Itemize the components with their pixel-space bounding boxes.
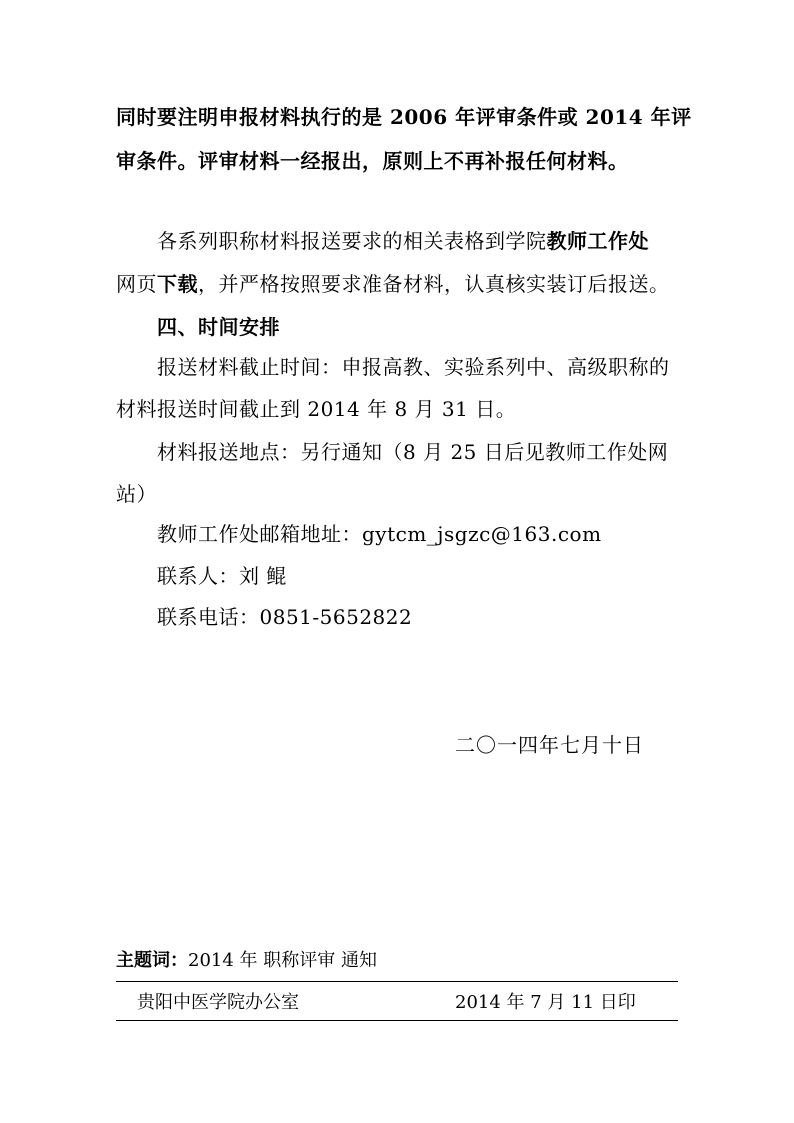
paragraph-line: 同时要注明申报材料执行的是 2006 年评审条件或 2014 年评 xyxy=(116,105,692,129)
keywords-label: 主题词： xyxy=(116,950,188,971)
paragraph-line: 审条件。评审材料一经报出，原则上不再补报任何材料。 xyxy=(116,149,629,173)
paragraph-line: 材料报送地点：另行通知（8 月 25 日后见教师工作处网 xyxy=(157,440,669,464)
divider-top xyxy=(116,981,678,982)
signature-date: 二〇一四年七月十日 xyxy=(455,733,644,757)
keywords-line xyxy=(116,950,377,972)
office-name: 教师工作处 xyxy=(546,229,649,253)
email-line: 教师工作处邮箱地址：gytcm_jsgzc@163.com xyxy=(157,522,602,546)
print-date: 2014 年 7 月 11 日印 xyxy=(455,992,636,1013)
paragraph-line: 报送材料截止时间：申报高教、实验系列中、高级职称的 xyxy=(157,355,670,379)
paragraph-line: 站） xyxy=(116,482,157,506)
paragraph-line: 材料报送时间截止到 2014 年 8 月 31 日。 xyxy=(116,397,517,421)
paragraph-text: 各系列职称材料报送要求的相关表格到学院 xyxy=(157,229,547,253)
paragraph-text: ，并严格按照要求准备材料，认真核实装订后报送。 xyxy=(198,272,670,296)
paragraph-text: 网页 xyxy=(116,272,157,296)
download-text: 下载 xyxy=(157,272,198,296)
paragraph-line xyxy=(116,272,670,296)
keywords-value: 2014 年 职称评审 通知 xyxy=(188,950,377,971)
paragraph-line xyxy=(157,229,649,253)
issuer-name: 贵阳中医学院办公室 xyxy=(137,992,299,1013)
phone-line: 联系电话：0851-5652822 xyxy=(157,605,413,629)
divider-bottom xyxy=(116,1020,678,1021)
section-heading: 四、时间安排 xyxy=(157,315,280,339)
contact-line: 联系人：刘 鲲 xyxy=(157,564,287,588)
